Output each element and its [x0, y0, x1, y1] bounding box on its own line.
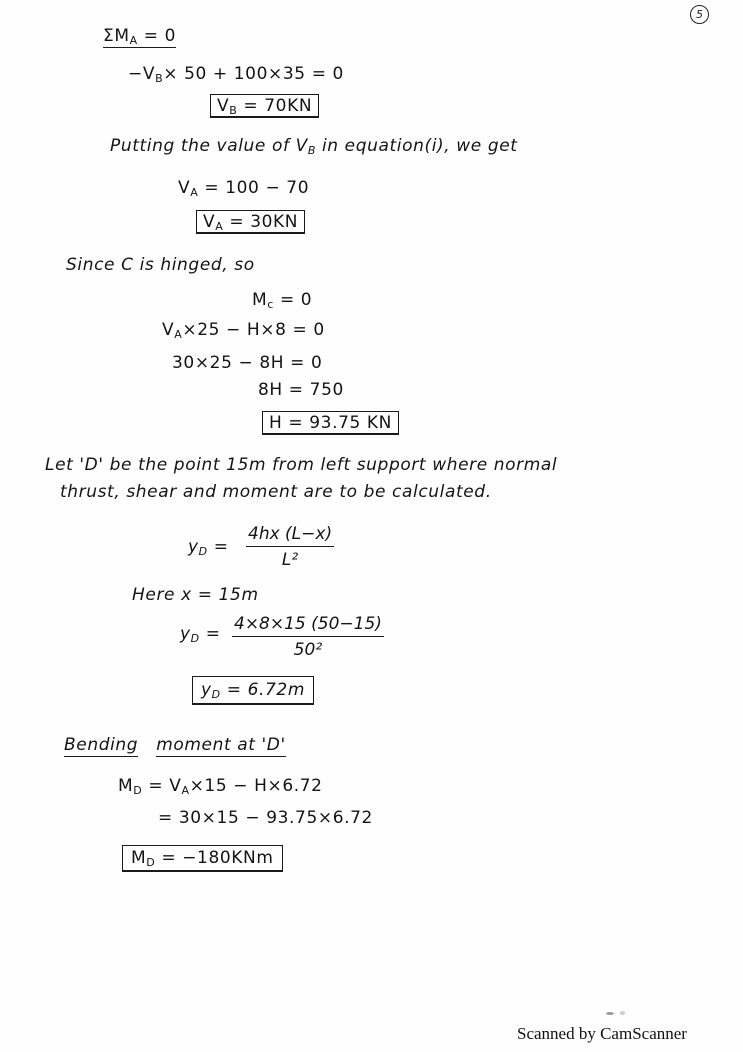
yd-formula-denominator: L² [281, 550, 299, 570]
scan-smudge [620, 1011, 625, 1015]
moment-equation: $-V_B\times 50 + 100\times 35 = 0$ [128, 64, 344, 85]
putting-text: Putting the value of $V_B$ in equation(i), we get [110, 136, 518, 157]
mc-substituted-equation: 30×25 − 8H = 0 [172, 353, 323, 373]
yd-lhs: $y_D$ = [188, 537, 229, 558]
here-text: Here x = 15m [132, 585, 259, 605]
mc-equation: $M_c = 0$ [252, 290, 313, 311]
yd-substituted-numerator: 4×8×15 (50−15) [232, 614, 384, 637]
yd-formula-fraction [246, 524, 334, 570]
yd-formula-numerator: 4hx (L−x) [246, 524, 334, 547]
h-equation: 8H = 750 [258, 380, 344, 400]
mc-expanded-equation: $V_A\times 25 - H\times 8 = 0$ [162, 320, 325, 341]
vb-result: $V_B = 70KN$ [210, 96, 319, 117]
bending-moment-heading: Bending moment at 'D' [64, 735, 286, 755]
let-d-line-1: Let 'D' be the point 15m from left support where normal [45, 455, 558, 475]
sum-moments-heading: $\Sigma M_A = 0$ [103, 26, 177, 47]
yd-substituted-lhs: $y_D$ = [180, 624, 221, 645]
since-text: Since C is hinged, so [66, 255, 255, 275]
camscanner-watermark: Scanned by CamScanner [517, 1024, 687, 1043]
yd-substituted-denominator: 50² [293, 640, 323, 660]
md-substituted-equation: = 30×15 − 93.75×6.72 [158, 808, 373, 828]
scan-smudge [606, 1012, 614, 1015]
yd-result: $y_D = 6.72m$ [192, 680, 314, 701]
va-equation: $V_A = 100 - 70$ [178, 178, 310, 199]
let-d-line-2: thrust, shear and moment are to be calculated. [60, 482, 492, 502]
va-result: $V_A = 30KN$ [196, 212, 305, 233]
md-result: $M_D = -180KNm$ [122, 848, 283, 869]
md-equation: $M_D = V_A\times 15 - H\times 6.72$ [118, 776, 323, 797]
page-number: 5 [690, 5, 709, 24]
h-result: H = 93.75 KN [262, 413, 399, 433]
yd-substituted-fraction [232, 614, 384, 660]
